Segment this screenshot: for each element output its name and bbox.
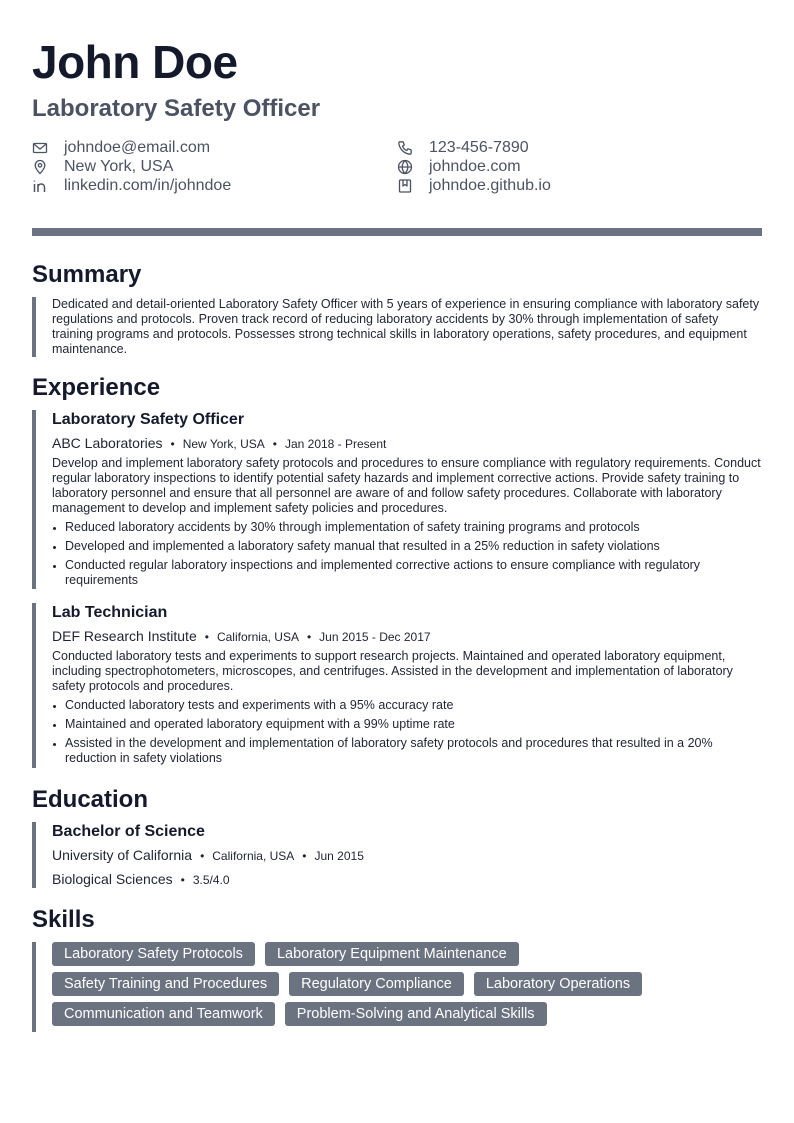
separator-dot: • [170, 437, 175, 451]
job-meta [52, 626, 762, 647]
job-description: Conducted laboratory tests and experiments to support research projects. Maintained and operated laboratory equipment, including spectrophotometers, microscopes, and centrifuges. Assisted in the development and implementation of laboratory safety protocols and procedures. [52, 649, 733, 693]
job-dates: Jun 2015 - Dec 2017 [319, 630, 431, 644]
job-title: Laboratory Safety Officer [52, 411, 245, 428]
job-dates: Jan 2018 - Present [284, 437, 387, 451]
job-description: Develop and implement laboratory safety protocols and procedures to ensure compliance with regulatory requirements. Conduct regular laboratory inspections to identify potential safety hazards and implement corrective actions. Provide safety training to laboratory personnel and ensure that all personnel are aware of and follow safety procedures. Collaborate with laboratory management to develop and implement safety policies and procedures. [52, 456, 761, 515]
globe-icon [397, 159, 413, 175]
job-meta [52, 433, 762, 454]
separator-dot: • [200, 849, 205, 863]
achievement-item: Reduced laboratory accidents by 30% through implementation of safety training programs and protocols [52, 520, 762, 535]
bookmark-icon [397, 178, 413, 194]
field-of-study: Biological Sciences [52, 871, 173, 887]
skill-chip: Laboratory Operations [474, 972, 642, 996]
achievement-item: Maintained and operated laboratory equipment with a 99% uptime rate [52, 717, 762, 732]
separator-dot: • [306, 630, 312, 644]
school-name: University of California [52, 847, 193, 863]
summary-block [32, 297, 762, 357]
degree: Bachelor of Science [52, 823, 205, 840]
skill-chip: Communication and Teamwork [52, 1002, 275, 1026]
education-item [32, 822, 762, 888]
gpa: 3.5/4.0 [192, 873, 230, 887]
achievement-item: Conducted regular laboratory inspections and implemented corrective actions to ensure compliance with regulatory requirements [52, 558, 762, 588]
contact-github-text: johndoe.github.io [429, 176, 551, 194]
job-location: New York, USA [182, 437, 265, 451]
contact-website[interactable] [397, 157, 762, 176]
skill-chip: Regulatory Compliance [289, 972, 464, 996]
header-divider [32, 228, 762, 236]
education-heading: Education [32, 786, 149, 813]
graduation-date: Jun 2015 [314, 849, 364, 863]
education-detail [52, 869, 762, 890]
achievement-item: Conducted laboratory tests and experiments with a 95% accuracy rate [52, 698, 762, 713]
candidate-role: Laboratory Safety Officer [32, 95, 321, 122]
contact-website-text: johndoe.com [429, 157, 521, 175]
job-achievements [52, 698, 762, 766]
achievement-item: Assisted in the development and implementation of laboratory safety protocols and procedures that resulted in a 20% reduction in safety violations [52, 736, 762, 766]
skill-chip: Problem-Solving and Analytical Skills [285, 1002, 547, 1026]
job-achievements [52, 520, 762, 588]
experience-item [32, 603, 762, 768]
experience-item [32, 410, 762, 589]
contact-github[interactable] [397, 176, 762, 195]
skills-heading: Skills [32, 906, 95, 933]
experience-heading: Experience [32, 374, 161, 401]
education-meta [52, 845, 762, 866]
skill-chip: Laboratory Safety Protocols [52, 942, 255, 966]
contact-email[interactable] [32, 138, 397, 157]
contact-linkedin[interactable] [32, 176, 397, 195]
skills-block [32, 942, 762, 1032]
mail-icon [32, 140, 48, 156]
separator-dot: • [272, 437, 277, 451]
contact-phone-text: 123-456-7890 [429, 138, 529, 156]
contact-phone[interactable] [397, 138, 762, 157]
contact-email-text: johndoe@email.com [64, 138, 211, 156]
summary-heading: Summary [32, 261, 142, 288]
skill-list [52, 942, 752, 1026]
separator-dot: • [180, 873, 185, 887]
separator-dot: • [204, 630, 209, 644]
skill-chip: Safety Training and Procedures [52, 972, 279, 996]
contact-location-text: New York, USA [64, 157, 174, 175]
job-company: ABC Laboratories [52, 435, 163, 451]
contact-list [32, 138, 762, 195]
phone-icon [397, 140, 413, 156]
separator-dot: • [302, 849, 307, 863]
job-title: Lab Technician [52, 604, 168, 621]
job-company: DEF Research Institute [52, 628, 197, 644]
candidate-name: John Doe [32, 36, 238, 88]
school-location: California, USA [212, 849, 295, 863]
achievement-item: Developed and implemented a laboratory safety manual that resulted in a 25% reduction in safety violations [52, 539, 762, 554]
job-location: California, USA [216, 630, 299, 644]
contact-location [32, 157, 397, 176]
summary-text: Dedicated and detail-oriented Laboratory Safety Officer with 5 years of experience in ensuring compliance with laboratory safety regulations and protocols. Proven track record of reducing laboratory accidents by 30% through implementation of safety training programs and protocols. Possesses strong technical skills in laboratory operations, safety procedures, and equipment maintenance. [52, 297, 760, 356]
skill-chip: Laboratory Equipment Maintenance [265, 942, 519, 966]
linkedin-icon [32, 178, 48, 194]
location-pin-icon [32, 159, 48, 175]
contact-linkedin-text: linkedin.com/in/johndoe [64, 176, 232, 194]
